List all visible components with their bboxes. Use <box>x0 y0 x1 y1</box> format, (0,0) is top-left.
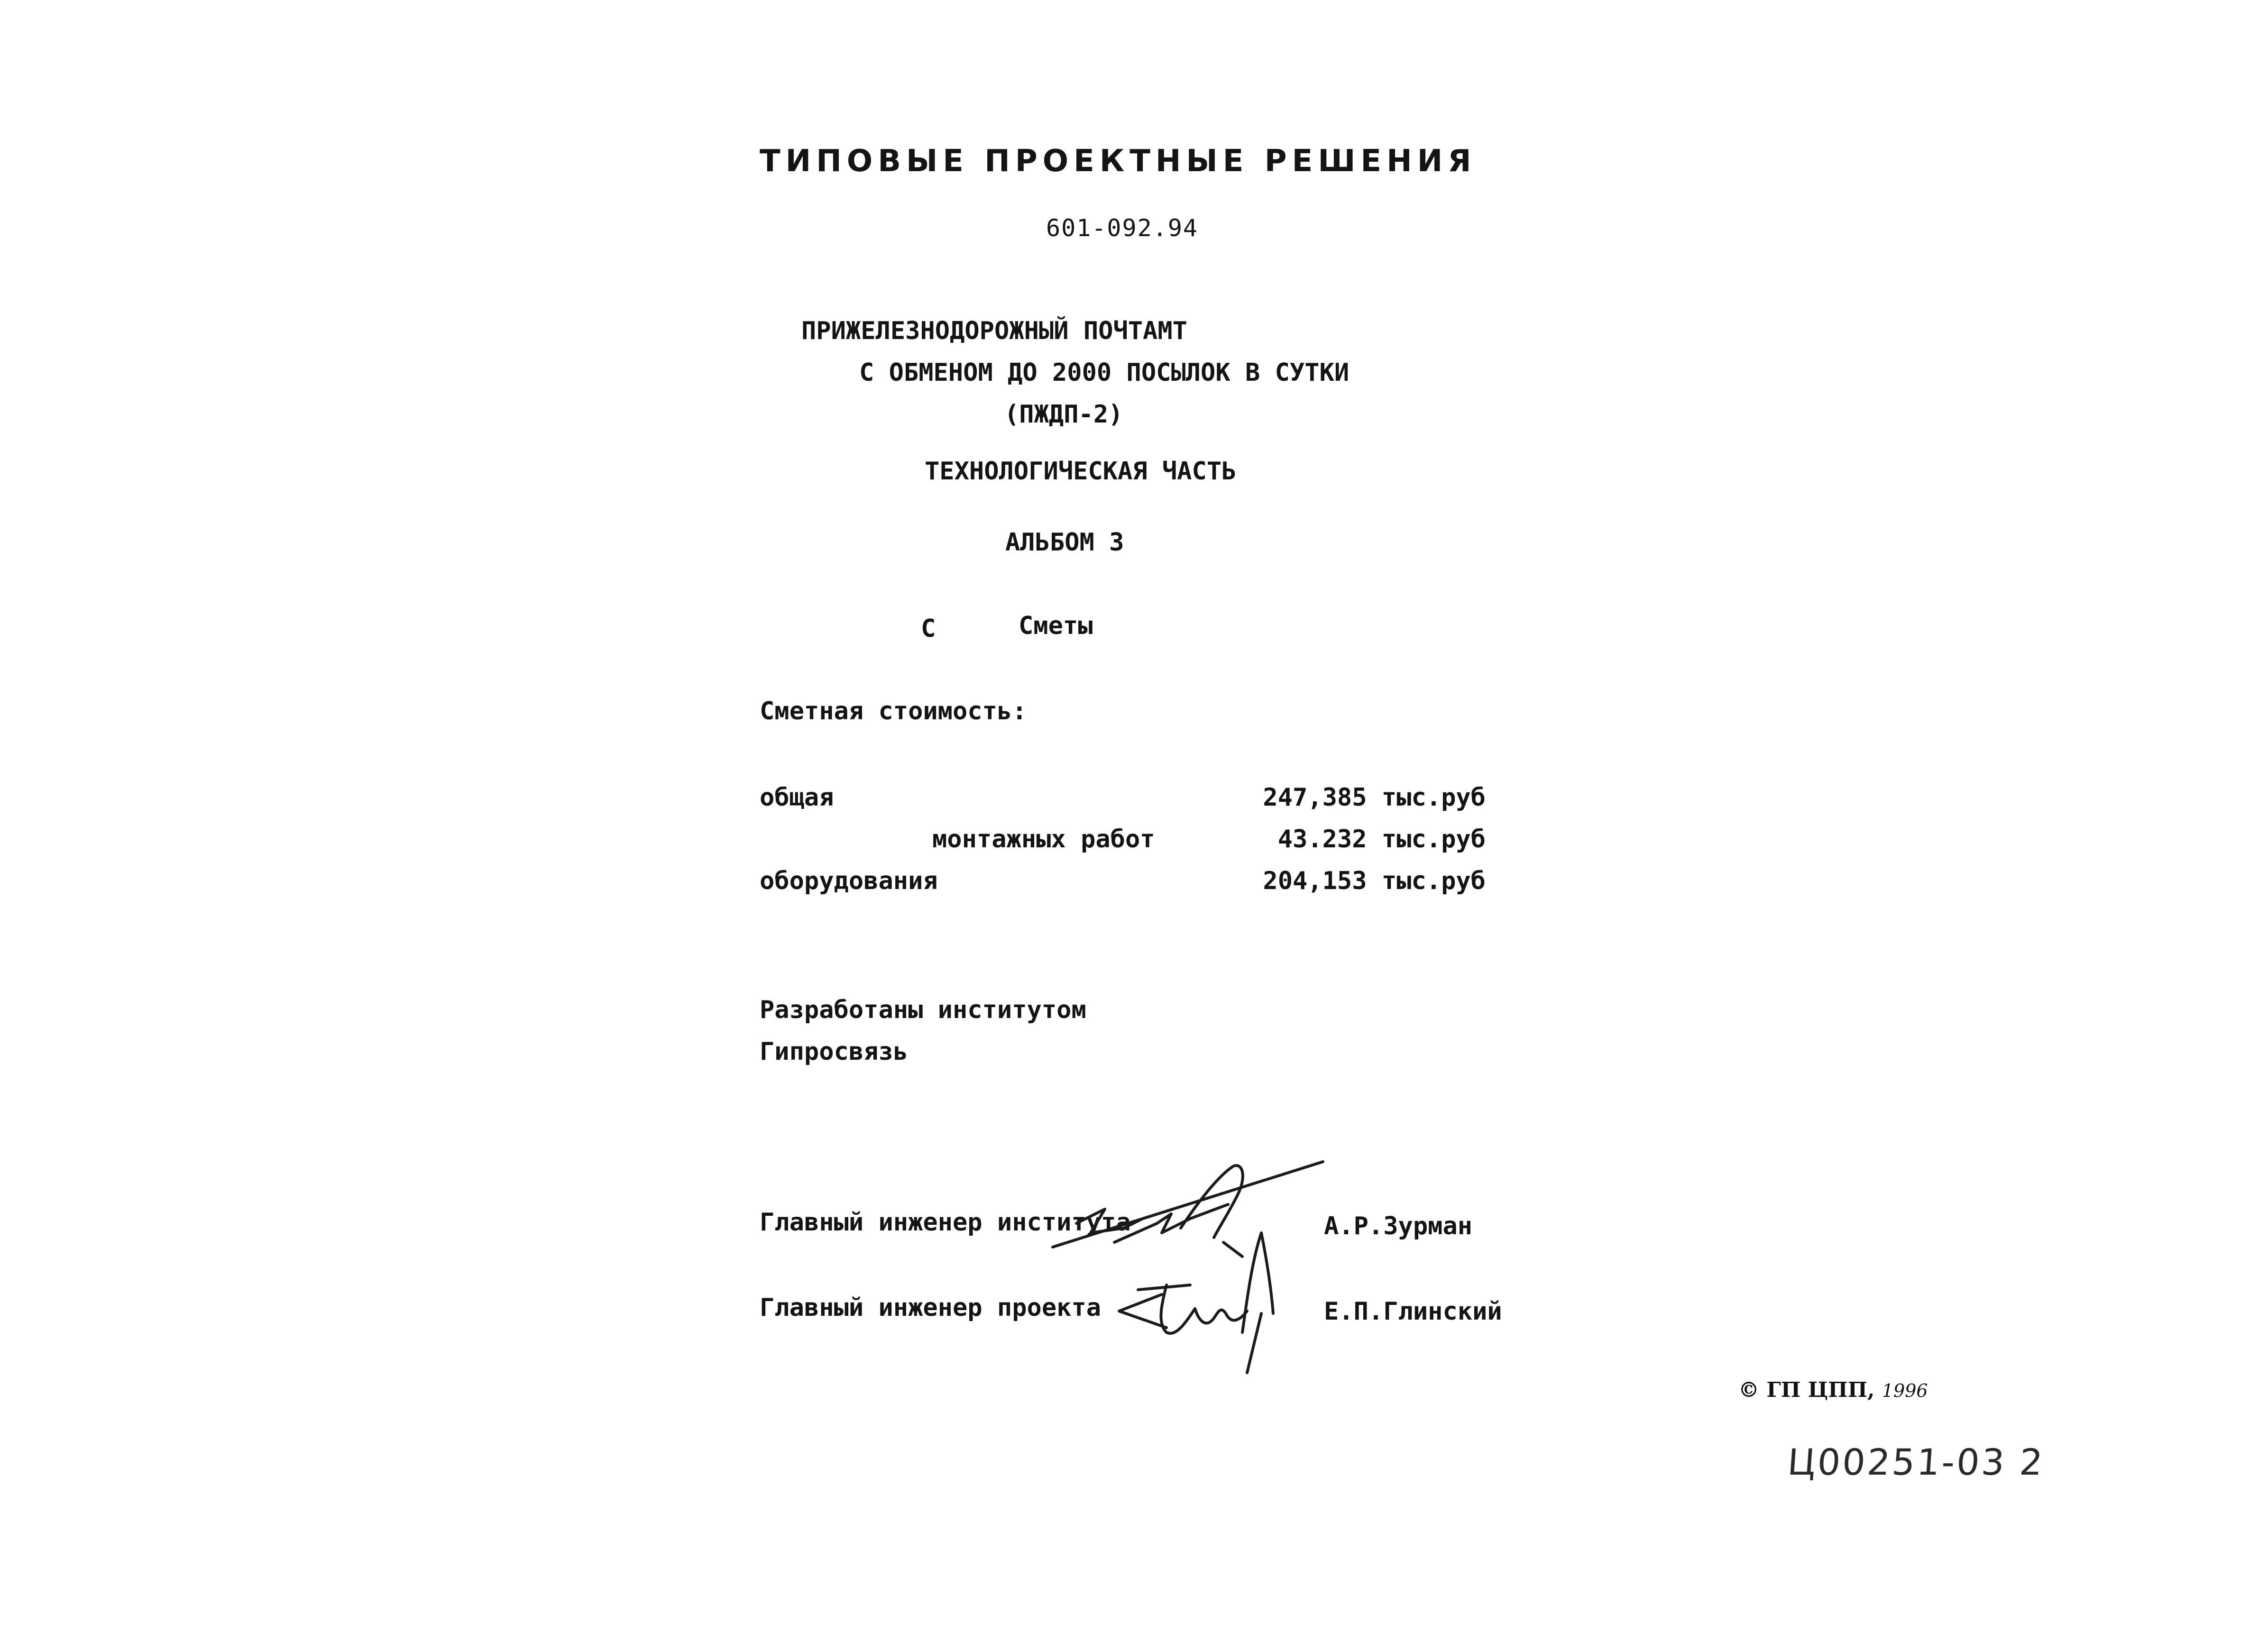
series-title: ТИПОВЫЕ ПРОЕКТНЫЕ РЕШЕНИЯ <box>760 144 1477 179</box>
developer-line1: Разработаны институтом <box>760 996 1086 1024</box>
cost-heading: Сметная стоимость: <box>760 697 1027 725</box>
cost-row-total-value: 247,385 тыс.руб <box>1263 783 1486 812</box>
album-title: АЛЬБОМ 3 <box>1005 528 1124 557</box>
signature-mark-project <box>1105 1214 1304 1375</box>
copyright-year: 1996 <box>1882 1380 1928 1401</box>
part-title: ТЕХНОЛОГИЧЕСКАЯ ЧАСТЬ <box>925 457 1237 486</box>
signature-name-institute: А.Р.Зурман <box>1324 1212 1473 1240</box>
copyright-notice <box>1738 1380 1928 1401</box>
signature-name-project: Е.П.Глинский <box>1324 1297 1502 1326</box>
signature-role-institute: Главный инженер института <box>760 1208 1131 1237</box>
cost-row-equipment-value: 204,153 тыс.руб <box>1263 867 1486 895</box>
cost-row-equipment-label: оборудования <box>760 867 938 895</box>
project-name-line2: С ОБМЕНОМ ДО 2000 ПОСЫЛОК В СУТКИ <box>859 358 1350 387</box>
section-code: С <box>921 615 936 643</box>
section-name: Сметы <box>1019 612 1093 640</box>
project-code: 601-092.94 <box>1046 214 1199 242</box>
cost-row-total-label: общая <box>760 783 834 812</box>
copyright-text: © ГП ЦПП, <box>1738 1378 1875 1402</box>
signature-role-project: Главный инженер проекта <box>760 1294 1102 1322</box>
cost-row-installation-label: монтажных работ <box>932 825 1155 854</box>
project-abbreviation: (ПЖДП-2) <box>1004 400 1123 429</box>
project-name-line1: ПРИЖЕЛЕЗНОДОРОЖНЫЙ ПОЧТАМТ <box>801 317 1187 345</box>
developer-line2: Гипросвязь <box>760 1037 909 1066</box>
archive-code: Ц00251-03 2 <box>1786 1441 2046 1483</box>
cost-row-installation-value: 43.232 тыс.руб <box>1277 825 1486 854</box>
